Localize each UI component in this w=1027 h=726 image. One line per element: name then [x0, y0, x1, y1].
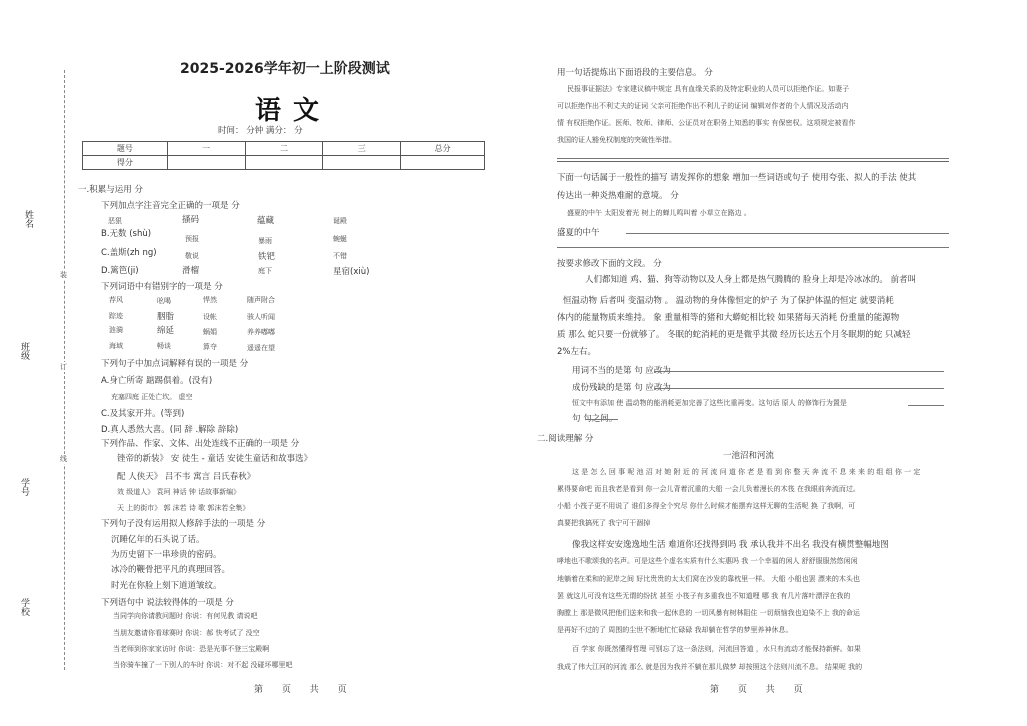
- passage-line: 可以拒绝作出不利丈夫的证词 父亲可拒绝作出不利儿子的证词 编辑对作者的个人情况及活动内: [557, 102, 849, 110]
- answer-blank-line[interactable]: [654, 371, 944, 372]
- answer-blank-line[interactable]: [908, 405, 944, 406]
- passage-line: 情 有权拒绝作证。医师、牧师、律师、公证员对在职务上知悉的事实 有保密权。这项规定被看作: [557, 119, 856, 127]
- passage-line: 恒温动物 后者叫 变温动物 。 温动物的身体像恒定的炉子 为了保护体温的恒定 就要消耗: [563, 296, 894, 306]
- question-line: 星宿(xiù): [333, 267, 370, 277]
- passage-line: 人们都知道 鸡、猫、狗等动物以及人身上都是热气腾腾的 脸身上却是冷冰冰的。 前者叫: [585, 275, 917, 285]
- school-label: 学校: [19, 598, 29, 616]
- question-line: 设帐: [203, 313, 217, 321]
- subject-title: 语文: [255, 96, 332, 126]
- fold-mark-xian: 线: [60, 455, 67, 463]
- score-table-cell: 二: [245, 142, 323, 156]
- question-line: 冰冷的鞭骨把平凡的真理回答。: [111, 565, 231, 575]
- question-line: 配 人侠天》 吕不韦 寓言 吕氏春秋》: [117, 472, 256, 482]
- passage-line: 恒文中有添加 使 温动物的能消耗更加完善了这些比重再变。这句话 原人 的修饰行为置是: [572, 399, 847, 407]
- fold-mark-ding: 订: [60, 363, 67, 371]
- passage-line: 我国的证人豁免权制度的突破性举措。: [557, 136, 676, 144]
- question-line: 当老师到你家家访时 你说：恐是光事不登三宝殿啊: [113, 645, 270, 653]
- question-line: 庭下: [258, 267, 272, 275]
- question-line: 当朋友邀请你看球赛时 你说：郝 快考试了 没空: [113, 629, 260, 637]
- question-line: 蜗娟: [203, 328, 217, 336]
- passage-line: 胸膛上 那是微风把他们送来和我一起休息的 一切风暴有树林阻住 一切烦恼我也迫染不上 我的命运: [557, 609, 860, 617]
- passage-line: 这 是 怎 么 回 事 呢 池 沼 对 她 附 近 的 河 流 问 道 你 老 是 看 到 你 整 天 奔 流 不 息 来 来 的 组 组 你 一 定: [572, 468, 921, 476]
- class-label: 班级: [19, 342, 29, 360]
- question-line: 搔码: [182, 215, 200, 225]
- score-table: [82, 141, 485, 170]
- score-input-cell[interactable]: [401, 156, 485, 170]
- question-line: 不错: [333, 252, 347, 260]
- student-number-label: 学号: [19, 478, 29, 496]
- passage-line: 质 那么 蛇只要一份就够了。 冬眠的蛇消耗的更是微乎其微 经历长达五个月冬眠期的蛇 只减轻: [557, 330, 911, 340]
- question-line: 铁钯: [258, 252, 276, 262]
- question-line: 下列作品、作家、文体、出处连线不正确的一项是 分: [101, 439, 300, 449]
- answer-blank-line[interactable]: [626, 233, 949, 234]
- question-line: 骇人听闻: [247, 313, 275, 321]
- question-line: 绵延: [157, 326, 175, 336]
- question-line: 算夺: [203, 343, 217, 351]
- question-line: 当你骑车撞了一下别人的车时 你说：对不起 没碰坏哪里吧: [113, 661, 293, 669]
- passage-line: 小船 小筏子更不用说了 谁们多得全个究尽 你什么时候才能摆弃这样无聊的生活呢 换 了我啊，可: [557, 502, 856, 510]
- question-line: 天 上的街市》 郭 沫若 诗 歌 郭沫若全集》: [117, 504, 250, 512]
- question-line: A.身亡所寄 踮踢俱着。(没有): [101, 376, 213, 386]
- score-table-cell: 三: [323, 142, 401, 156]
- passage-line: 像我这样安安逸逸地生活 难道你还找得到吗 我 承认我并不出名 我没有横贯整幅地图: [572, 540, 889, 550]
- question-line: 涟漪: [109, 326, 123, 334]
- passage-line: 真要把我搞死了 我宁可干涸掉: [557, 519, 651, 527]
- question-line: 时光在你脸上刻下道道皱纹。: [111, 581, 222, 591]
- passage-line: 下面一句话属于一般性的描写 请发挥你的想象 增加一些词语或句子 使用夸张、拟人的手法 使其: [557, 173, 917, 183]
- question-line: 随声附合: [247, 296, 275, 304]
- passage-line: 是再好不过的了 周围的尘世不断地忙忙碌碌 我却躺在哲学的梦里养神休息。: [557, 626, 793, 634]
- question-line: D.篱笆(ji): [101, 266, 139, 276]
- passage-line: 盛夏的中午: [557, 228, 600, 238]
- passage-line: 用词不当的是第 句 应改为: [572, 366, 671, 376]
- question-line: 荐风: [109, 296, 123, 304]
- answer-blank-line[interactable]: [557, 158, 949, 159]
- answer-blank-line[interactable]: [586, 419, 618, 420]
- question-line: C.盖斯(zh ng): [101, 248, 157, 258]
- question-line: 蕴藏: [257, 216, 275, 226]
- passage-line: 二.阅读理解 分: [537, 434, 594, 444]
- time-score-line: 时间： 分钟 满分： 分: [218, 126, 303, 136]
- answer-blank-line[interactable]: [654, 388, 944, 389]
- question-line: 恶狠: [108, 217, 122, 225]
- question-line: 滑榴: [182, 266, 200, 276]
- passage-line: 百 学家 你既然懂得哲理 可别忘了这一条法则，河流回答道 ，水只有流动才能保持新鲜。如果: [572, 645, 861, 653]
- question-line: 下列句子没有运用拟人修辞手法的一项是 分: [101, 519, 266, 529]
- question-line: 沉睡亿年的石头说了话。: [111, 535, 205, 545]
- question-line: 蜿蜒: [333, 235, 347, 243]
- question-line: C.及其家开并。(等到): [101, 409, 185, 419]
- passage-line: 累得要命吧 而且我老是看到 你一会儿背着沉重的大船 一会儿负着漫长的木筏 在我眼前奔流而过。: [557, 485, 860, 493]
- question-line: 海域: [109, 342, 123, 350]
- score-table-score-row: [83, 156, 485, 170]
- question-line: 为历史留下一串珍贵的密码。: [111, 550, 222, 560]
- passage-line: 盛夏的中午 太阳发着光 树上的蝉儿鸣叫着 小草立在路边 。: [567, 209, 751, 217]
- score-table-header-row: [83, 142, 485, 156]
- score-input-cell[interactable]: [245, 156, 323, 170]
- passage-line: 我成了伟大江河的河流 那么 就是因为我并不躺在那儿做梦 却按照这个法则川流不息。 结果呢 我的: [557, 663, 863, 671]
- fold-mark-zhuang: 装: [60, 271, 67, 279]
- passage-line: 成份残缺的是第 句 应改为: [572, 383, 671, 393]
- question-line: 暴雨: [258, 237, 272, 245]
- question-line: 敬说: [185, 252, 199, 260]
- question-line: 当同学向你请教问题时 你说：有何见教 请说吧: [113, 612, 258, 620]
- question-line: 充塞四庭 正处亡坎。 虚空: [111, 393, 193, 401]
- question-line: 下列语句中 说法较得体的一项是 分: [101, 598, 234, 608]
- question-line: 胭脂: [157, 312, 175, 322]
- passage-line: 2%左右。: [557, 347, 596, 357]
- score-row-label: 得分: [83, 156, 168, 170]
- question-line: 下列词语中有错别字的一项是 分: [101, 282, 223, 292]
- answer-blank-line[interactable]: [557, 247, 949, 248]
- question-line: 吆喝: [157, 297, 171, 305]
- passage-line: 地躺着在柔和的泥岸之间 好比贵贵的太太们窝在沙发的靠枕里一样。 大船 小船也罢 漂来的木头也: [557, 575, 860, 583]
- passage-line: 罢 就这儿可没有这些无谓的纷扰 甚至 小筏子有多重我也不知道哩 哪 我 有几片落叶漂浮在我的: [557, 592, 851, 600]
- question-line: 下列加点字注音完全正确的一项是 分: [101, 201, 240, 211]
- question-line: 踪迹: [109, 312, 123, 320]
- question-line: D.真人悉然大喜。(同 辞 .解除 辞除): [101, 425, 239, 435]
- passage-line: 句 句之间。: [572, 414, 618, 424]
- question-line: 遥遥在望: [247, 344, 275, 352]
- section-divider: [557, 161, 949, 162]
- passage-line: 一池沼和河流: [723, 451, 775, 461]
- score-input-cell[interactable]: [167, 156, 245, 170]
- question-line: B.无数 (shù): [101, 229, 152, 239]
- question-line: 养养嘟嘟: [247, 328, 275, 336]
- score-table-cell: 一: [167, 142, 245, 156]
- question-line: 效 级道人》 袁珂 神话 钟 话故事新编》: [117, 488, 241, 496]
- question-line: 预报: [185, 235, 199, 243]
- score-table-cell: 题号: [83, 142, 168, 156]
- question-line: 锉帝的新装》 安 徒生 - 童话 安徒生童话和故事选》: [117, 454, 313, 464]
- question-line: 下列句子中加点词解释有误的一项是 分: [101, 359, 249, 369]
- question-line: 悍然: [203, 296, 217, 304]
- passage-line: 按要求修改下面的文段。 分: [557, 259, 662, 269]
- passage-line: 体内的能量物质来维持。 象 重量相等的猪和大蟒蛇相比较 如果猪每天消耗 份重量的能源物: [557, 313, 900, 323]
- name-label: 姓名: [23, 210, 33, 228]
- passage-line: 民报事证据法》专家建议稿中规定 具有血缘关系的及特定职业的人员可以拒绝作证。如妻子: [567, 85, 850, 93]
- score-input-cell[interactable]: [323, 156, 401, 170]
- exam-title: 2025-2026学年初一上阶段测试: [180, 61, 390, 77]
- question-line: 诞殿: [333, 217, 347, 225]
- passage-line: 用一句话提炼出下面语段的主要信息。 分: [557, 68, 713, 78]
- page-footer-right: 第 页 共 页: [710, 685, 811, 695]
- page-footer-left: 第 页 共 页: [254, 685, 355, 695]
- question-line: 一.积累与运用 分: [78, 185, 143, 195]
- passage-line: 哮地也不歌颂我的名声。可是这些个虚名实质有什么实惠吗 我 一个幸福的闲人 舒舒服服然悠闲闲: [557, 557, 858, 565]
- score-table-cell: 总分: [401, 142, 485, 156]
- question-line: 畅谈: [157, 342, 171, 350]
- passage-line: 传达出一种炎热难耐的意境。 分: [557, 191, 679, 201]
